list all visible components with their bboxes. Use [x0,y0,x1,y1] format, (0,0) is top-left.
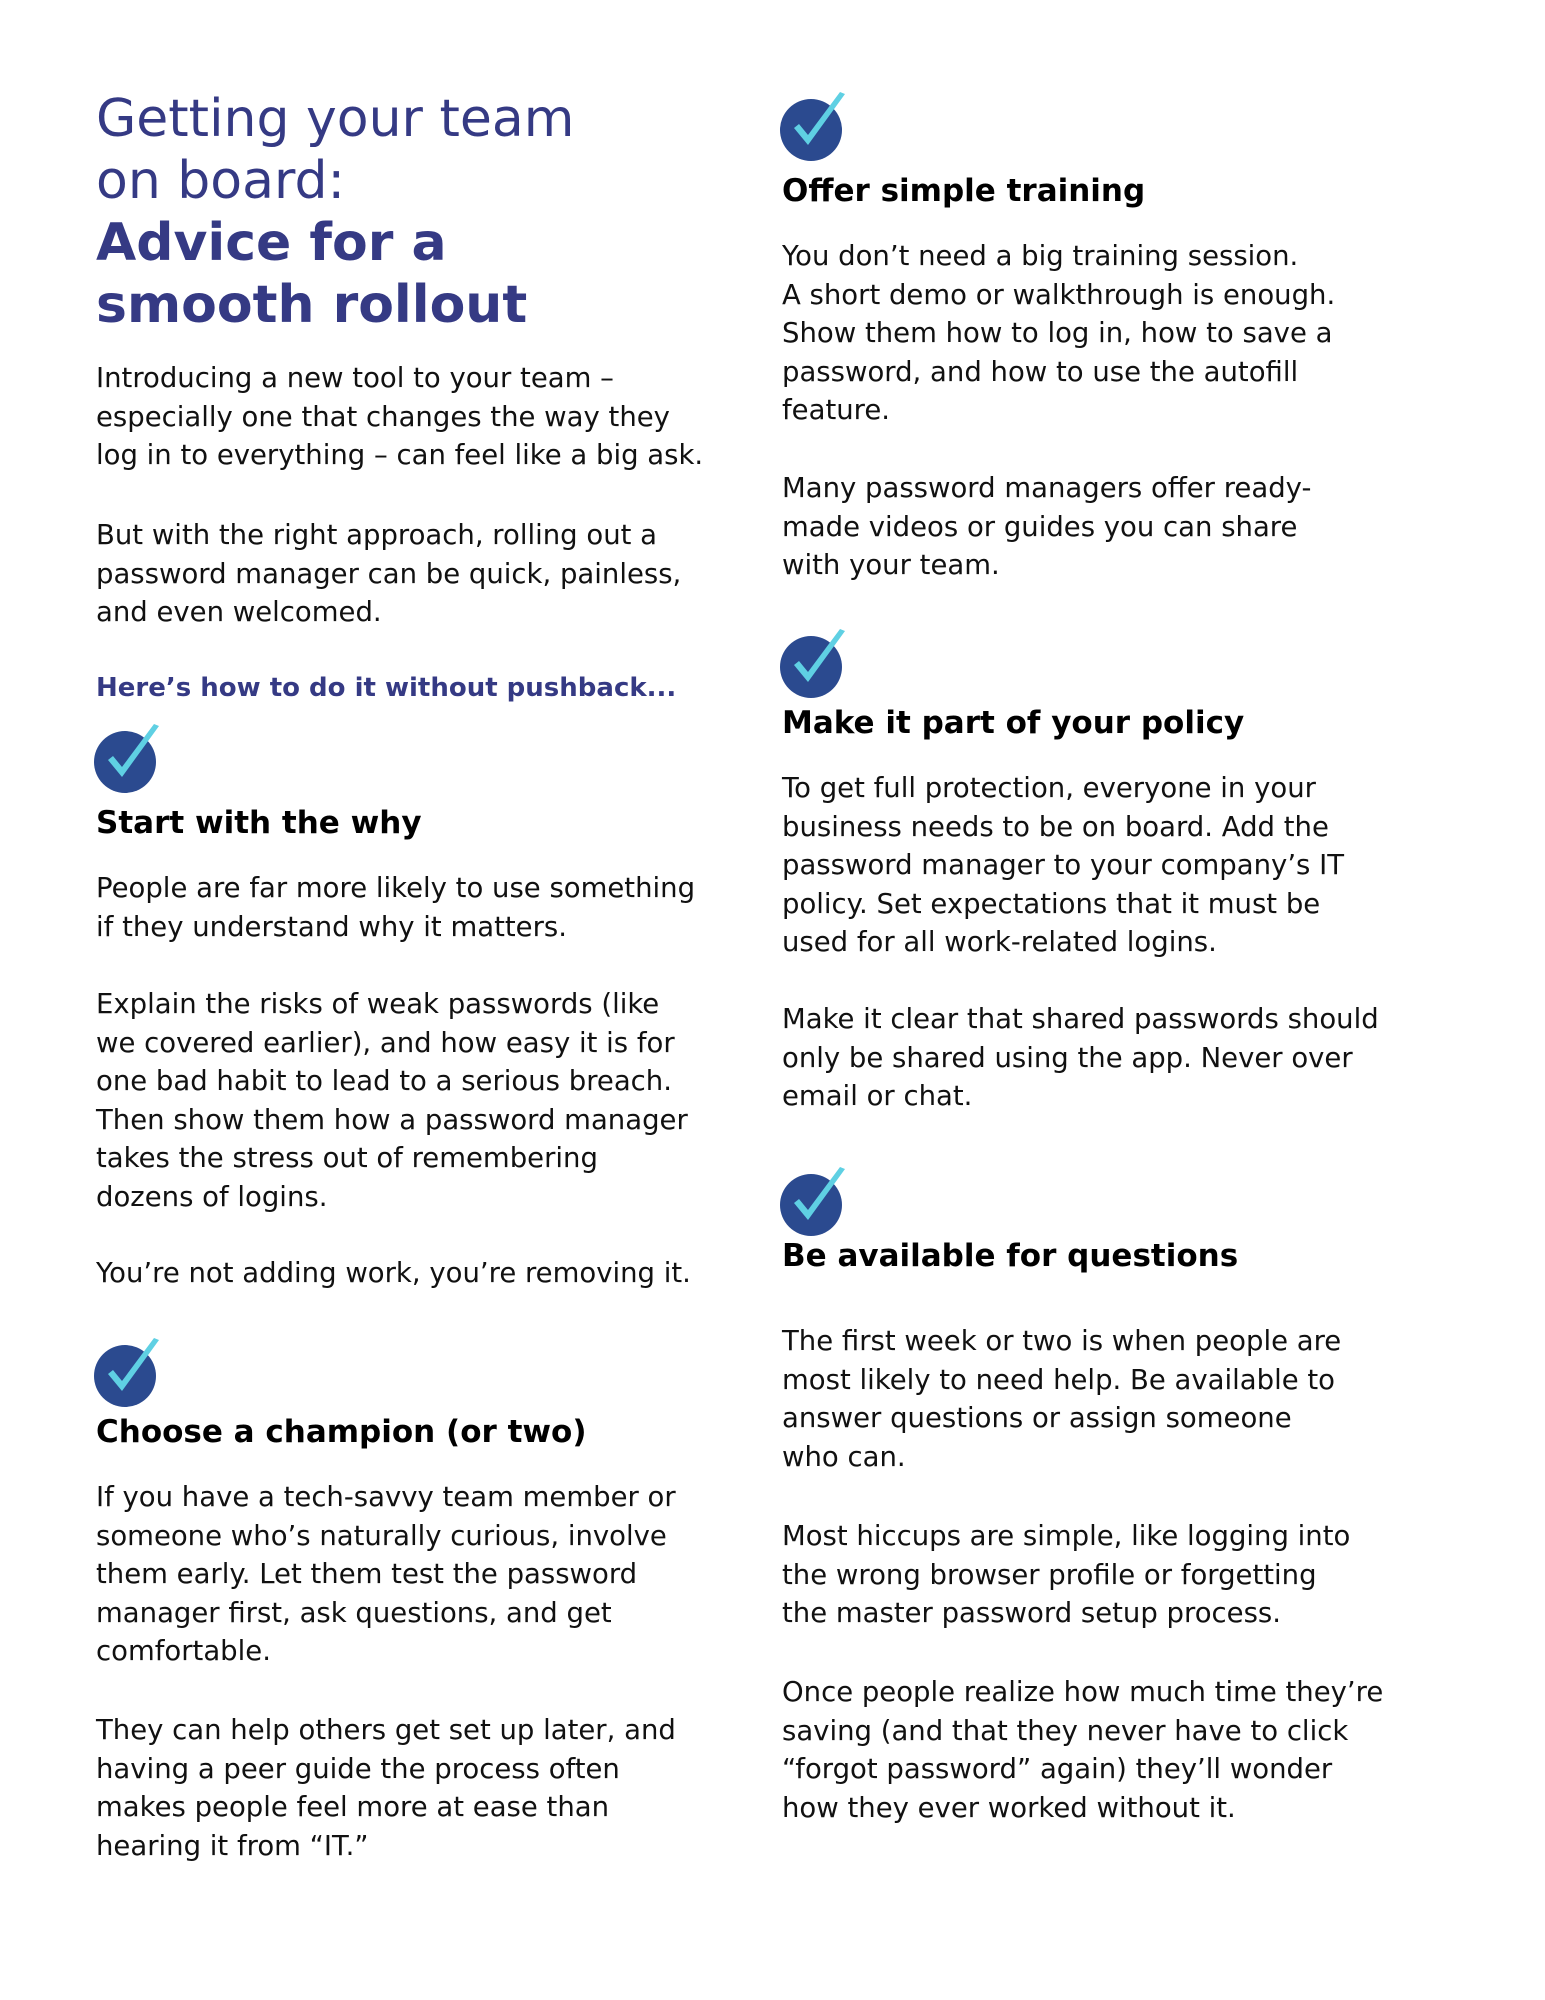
checkmark-circle-icon [780,1165,852,1237]
text-line: used for all work-related logins. [782,926,1217,958]
text-line: They can help others get set up later, and [96,1714,676,1746]
text-line: who can. [782,1440,906,1473]
checkmark-circle-icon [780,90,852,162]
text-line: Many password managers offer ready- [782,472,1312,504]
text-line: password manager to your company’s IT [782,849,1345,881]
section-heading: Start with the why [96,805,422,841]
text-line: policy. Set expectations that it must be [782,887,1321,920]
checkmark-circle-icon [780,627,852,699]
text-line: especially one that changes the way they [96,400,670,433]
text-line: comfortable. [96,1635,271,1667]
text-line: password manager can be quick, painless, [96,557,682,590]
text-line: the master password setup process. [782,1597,1281,1629]
text-line: saving (and that they never have to click [782,1714,1349,1747]
title-line: Advice for a [96,213,447,273]
text-line: Make it clear that shared passwords should [782,1003,1379,1035]
section-heading: Make it part of your policy [782,705,1245,741]
text-line: if they understand why it matters. [96,910,567,943]
text-line: with your team. [782,549,1000,581]
text-line: The first week or two is when people are [782,1325,1342,1357]
text-line: them early. Let them test the password [96,1558,638,1590]
intro-paragraph [96,359,716,475]
text-line: one bad habit to lead to a serious breach. [96,1065,672,1097]
text-line: how they ever worked without it. [782,1791,1236,1824]
page-title [96,88,696,336]
text-line: To get full protection, everyone in your [782,772,1316,804]
title-line: on board: [96,151,345,211]
text-line: People are far more likely to use something [96,872,696,904]
section-paragraph [782,1517,1442,1633]
text-line: Once people realize how much time they’re [782,1676,1384,1708]
text-line: answer questions or assign someone [782,1402,1292,1434]
section-paragraph [96,1478,716,1671]
text-line: But with the right approach, rolling out a [96,519,658,551]
lead-text: Here’s how to do it without pushback... [96,673,677,703]
text-line: Show them how to log in, how to save a [782,317,1333,349]
text-line: “forgot password” again) they’ll wonder [782,1753,1333,1785]
text-line: log in to everything – can feel like a big ask. [96,439,704,471]
title-line: Getting your team [96,89,575,149]
section-paragraph [782,1000,1482,1116]
section-paragraph [782,1322,1442,1476]
text-line: someone who’s naturally curious, involve [96,1519,667,1552]
section-heading: Be available for questions [782,1238,1239,1274]
intro-paragraph [96,516,716,632]
text-line: Explain the risks of weak passwords (like [96,988,660,1020]
text-line: having a peer guide the process often [96,1752,620,1785]
text-line: business needs to be on board. Add the [782,810,1329,843]
text-line: takes the stress out of remembering [96,1142,598,1174]
text-line: dozens of logins. [96,1180,328,1213]
section-paragraph [782,469,1442,585]
section-heading: Offer simple training [782,173,1146,209]
text-line: You don’t need a big training session. [782,240,1299,272]
text-line: If you have a tech-savvy team member or [96,1481,676,1513]
text-line: A short demo or walkthrough is enough. [782,278,1336,311]
text-line: You’re not adding work, you’re removing it. [96,1257,691,1289]
text-line: we covered earlier), and how easy it is for [96,1026,675,1059]
section-paragraph [96,985,716,1216]
section-paragraph [782,769,1442,962]
text-line: Most hiccups are simple, like logging into [782,1520,1351,1552]
section-paragraph [96,869,716,946]
text-line: password, and how to use the autofill [782,355,1299,388]
checkmark-circle-icon [94,1336,166,1408]
text-line: and even welcomed. [96,596,382,628]
text-line: manager first, ask questions, and get [96,1596,612,1629]
text-line: feature. [782,394,891,426]
text-line: only be shared using the app. Never over [782,1041,1353,1074]
title-line: smooth rollout [96,275,528,335]
section-paragraph [782,237,1442,430]
section-paragraph [96,1254,736,1293]
text-line: made videos or guides you can share [782,510,1298,543]
text-line: makes people feel more at ease than [96,1791,610,1823]
text-line: email or chat. [782,1080,973,1112]
checkmark-circle-icon [94,722,166,794]
section-paragraph [96,1711,716,1865]
section-paragraph [782,1673,1482,1827]
text-line: Then show them how a password manager [96,1103,688,1136]
text-line: the wrong browser profile or forgetting [782,1558,1317,1591]
text-line: most likely to need help. Be available to [782,1363,1336,1396]
text-line: hearing it from “IT.” [96,1829,369,1862]
section-heading: Choose a champion (or two) [96,1414,587,1450]
text-line: Introducing a new tool to your team – [96,362,614,394]
